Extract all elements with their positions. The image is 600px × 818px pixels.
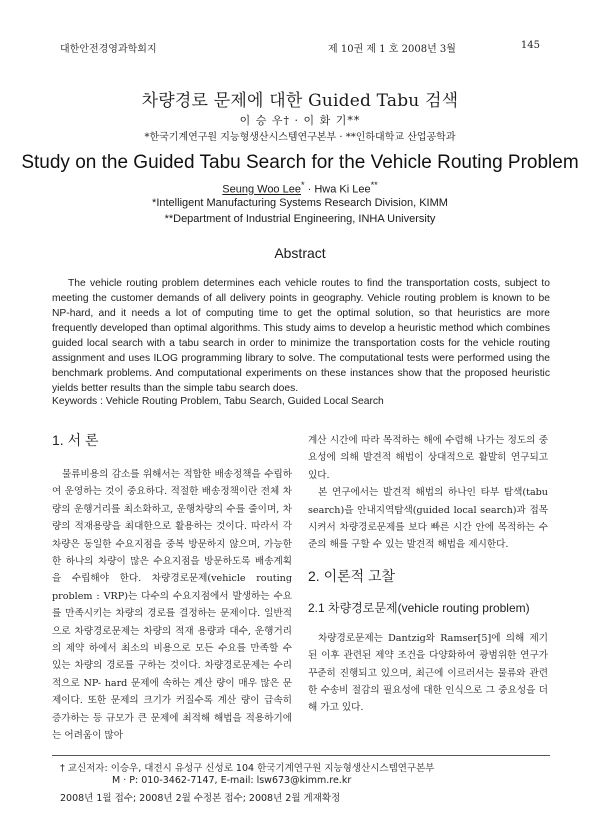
right-column bbox=[308, 432, 548, 717]
author-2: Hwa Ki Lee bbox=[314, 183, 371, 196]
footnote-contact: M · P: 010-3462-7147, E-mail: lsw673@kimm.re.kr bbox=[112, 775, 352, 786]
title-english: Study on the Guided Tabu Search for the Vehicle Routing Problem bbox=[21, 152, 579, 173]
issue-info: 제 10권 제 1 호 2008년 3월 bbox=[328, 44, 456, 55]
section-2-paragraph-1: 차량경로문제는 Dantzig와 Ramser[5]에 의해 제기된 이후 관련된 제약 조건을 다양화하여 광범위한 연구가 꾸준히 진행되고 있으며, 최근에 이르러서는 물류와 관련한 수송비 절감의 필요성에 대한 인식으로 그 중요성을 더해 가고 있다. bbox=[308, 632, 548, 714]
section-1-heading: 1. 서 론 bbox=[52, 432, 99, 448]
page-number: 145 bbox=[520, 40, 540, 51]
footnote-dates: 2008년 1월 접수; 2008년 2월 수정본 접수; 2008년 2월 게재확정 bbox=[60, 793, 341, 804]
section-2-heading: 2. 이론적 고찰 bbox=[308, 567, 396, 584]
authors-korean: 이 승 우† · 이 화 기** bbox=[239, 114, 361, 127]
abstract-text: The vehicle routing problem determines each vehicle routes to find the transportation costs, subject to meeting the customer demands of all delivery points in geography. Vehicle routing problem is known to be NP-hard, and it needs a lot of computing time to get the optimal solution, so that heuristics are more frequently developed than optimal algorithms. This study aims to develop a heuristic method which combines guided local search with a tabu search in order to minimize the transportation costs for the vehicle routing assignment and uses ILOG programming library to solve. The computational tests were performed using the benchmark problems. And computational experiments on these instances show that the proposed heuristic yields better results than the simple tabu search does. bbox=[52, 278, 550, 394]
section-1-paragraph-3: 본 연구에서는 발견적 해법의 하나인 타부 탐색(tabu search)을 안내지역탐색(guided local search)과 접목시켜서 차량경로문제를 보다 빠른 시간 안에 목적하는 수준의 해를 구할 수 있는 발견적 해법을 제시한다. bbox=[308, 487, 548, 551]
abstract-heading: Abstract bbox=[274, 245, 326, 261]
author-1: Seung Woo Lee bbox=[222, 183, 301, 196]
authors-english bbox=[0, 180, 600, 196]
keywords: Keywords : Vehicle Routing Problem, Tabu Search, Guided Local Search bbox=[52, 396, 384, 407]
affiliation-english-1: *Intelligent Manufacturing Systems Research Division, KIMM bbox=[152, 197, 448, 209]
affiliation-korean: *한국기계연구원 지능형생산시스템연구본부 · **인하대학교 산업공학과 bbox=[144, 132, 456, 143]
subsection-2-1-heading: 2.1 차량경로문제(vehicle routing problem) bbox=[308, 600, 530, 615]
author-2-mark: ** bbox=[370, 180, 378, 190]
affiliation-english-2: **Department of Industrial Engineering, INHA University bbox=[164, 213, 436, 225]
author-1-mark: * bbox=[300, 180, 305, 190]
footnote-corresponding: † 교신저자: 이승우, 대전시 유성구 신성로 104 한국기계연구원 지능형생산시스템연구본부 bbox=[60, 763, 435, 774]
footnote-rule bbox=[52, 755, 550, 756]
journal-name: 대한안전경영과학회지 bbox=[60, 44, 157, 55]
section-1-paragraph-2: 계산 시간에 따라 목적하는 해에 수렴해 나가는 정도의 중요성에 의해 발견적 해법이 상대적으로 활발히 연구되고 있다. bbox=[308, 435, 548, 481]
title-korean: 차량경로 문제에 대한 Guided Tabu 검색 bbox=[141, 91, 459, 111]
section-1-paragraph-1: 물류비용의 감소를 위해서는 적합한 배송정책을 수립하여 운영하는 것이 중요하다. 적절한 배송정책이란 전체 차량의 운행거리를 최소화하고, 운행차량의 수를 줄이며, 차량의 적재용량을 최대한으로 활용하는 것이다. 따라서 각 차량은 동일한 수요지점을 중복 방문하지 않으며, 가능한 한 하나의 차량이 많은 수요지점을 방문하도록 배송계획을 수립해야 한다. 차량경로문제(vehicle routing problem : VRP)는 다수의 수요지점에서 발생하는 수요를 만족시키는 차량의 경로를 결정하는 문제이다. 일반적으로 차량경로문제는 차량의 적재 용량과 대수, 운행거리의 제약 하에서 최소의 비용으로 모든 수요를 만족할 수 있는 차량의 경로를 구하는 것이다. 차량경로문제는 수리적으로 NP- hard 문제에 속하는 계산 량이 매우 많은 문제이다. 또한 문제의 크기가 커질수록 계산 량이 급속히 증가하는 등 규모가 큰 문제에 최적해 해법을 적용하기에는 어려움이 많아 bbox=[52, 469, 292, 742]
left-column bbox=[52, 432, 292, 745]
author-separator: · bbox=[304, 183, 315, 196]
